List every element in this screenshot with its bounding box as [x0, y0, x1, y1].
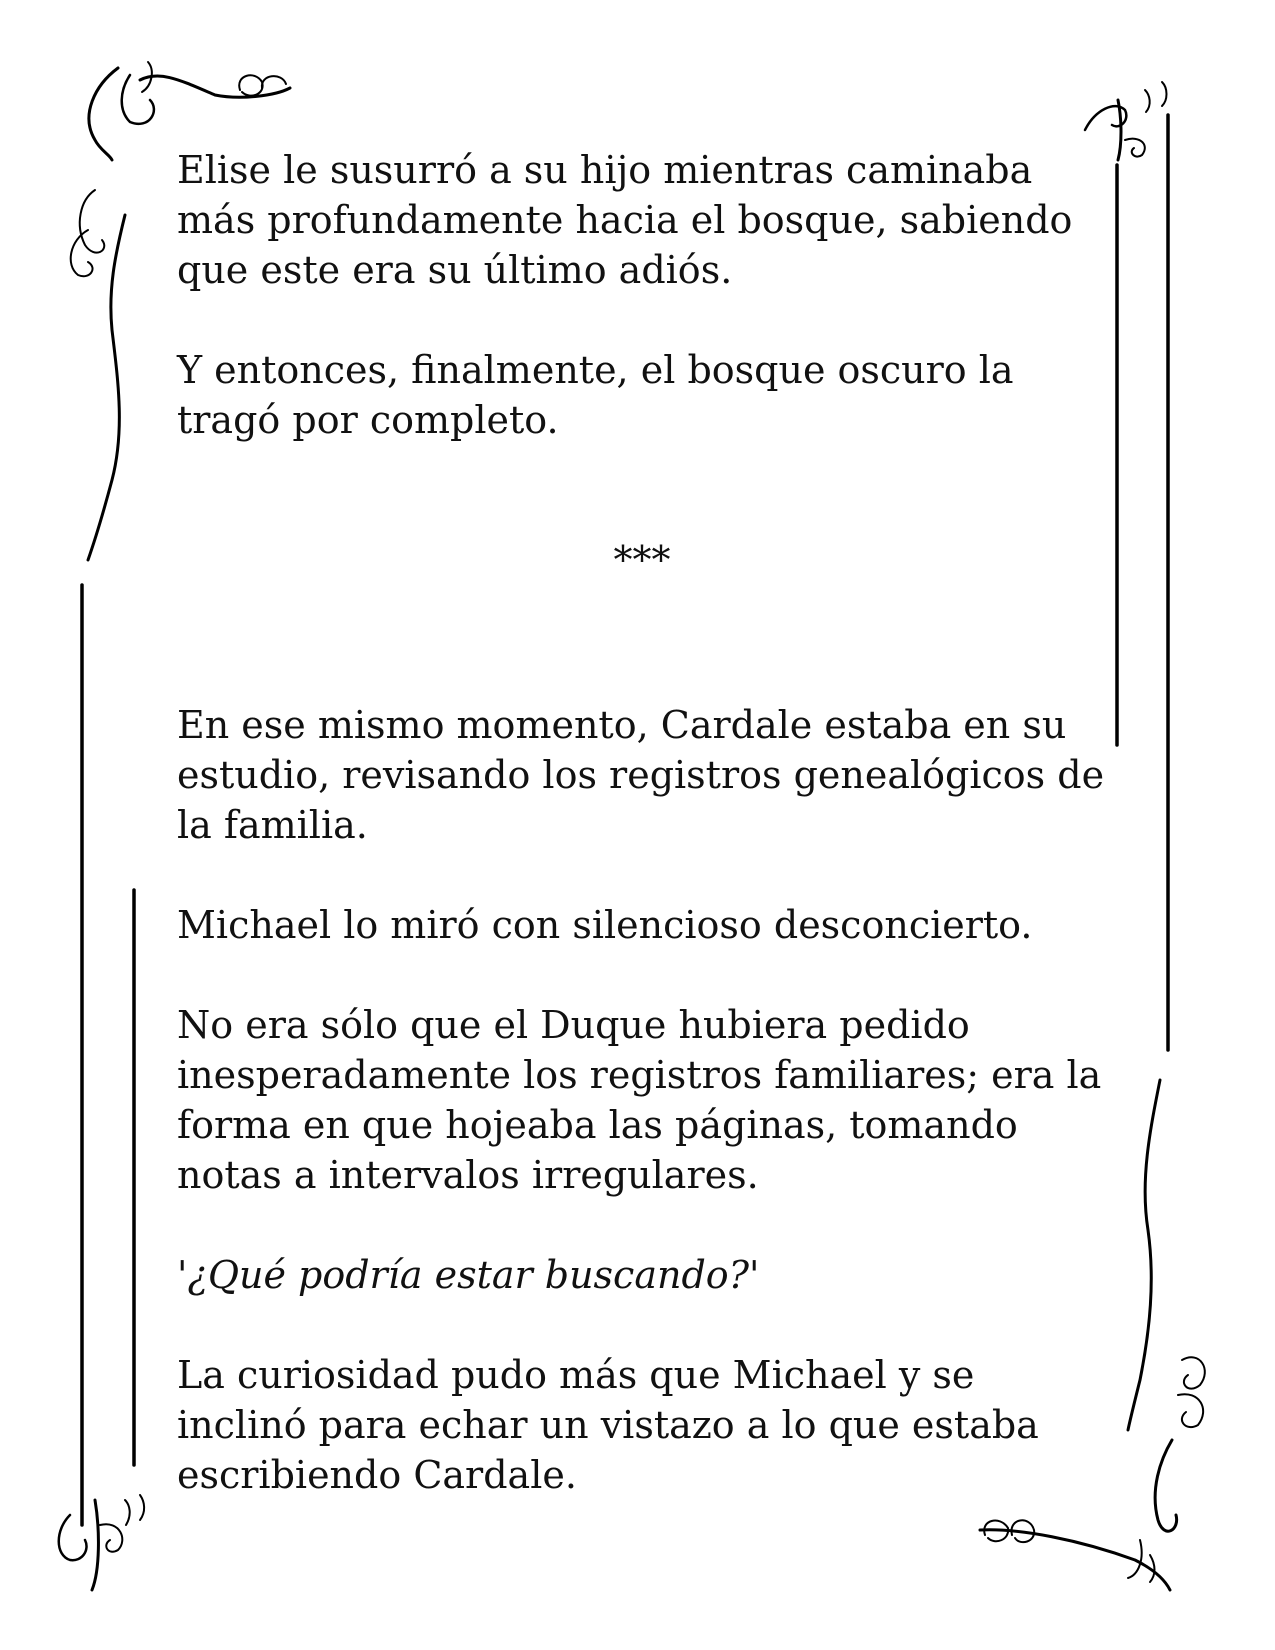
paragraph-4: Michael lo miró con silencioso desconcierto. — [177, 903, 1033, 947]
paragraph-7: La curiosidad pudo más que Michael y se inclinó para echar un vistazo a lo que estaba escribiendo Cardale. — [177, 1353, 1039, 1497]
paragraph-1: Elise le susurró a su hijo mientras caminaba más profundamente hacia el bosque, sabiendo que este era su último adiós. — [177, 148, 1073, 292]
paragraph-2: Y entonces, finalmente, el bosque oscuro la tragó por completo. — [177, 348, 1014, 442]
paragraph-5: No era sólo que el Duque hubiera pedido inesperadamente los registros familiares; era la forma en que hojeaba las páginas, tomando notas a intervalos irregulares. — [177, 1003, 1102, 1197]
paragraph-6-thought: '¿Qué podría estar buscando?' — [177, 1253, 760, 1297]
top-left-flourish-icon — [71, 62, 290, 560]
bottom-left-flourish-icon — [59, 1495, 144, 1590]
paragraph-3: En ese mismo momento, Cardale estaba en su estudio, revisando los registros genealógicos de la familia. — [177, 703, 1105, 847]
top-right-flourish-icon — [1085, 82, 1167, 160]
scene-separator: *** — [613, 538, 671, 582]
